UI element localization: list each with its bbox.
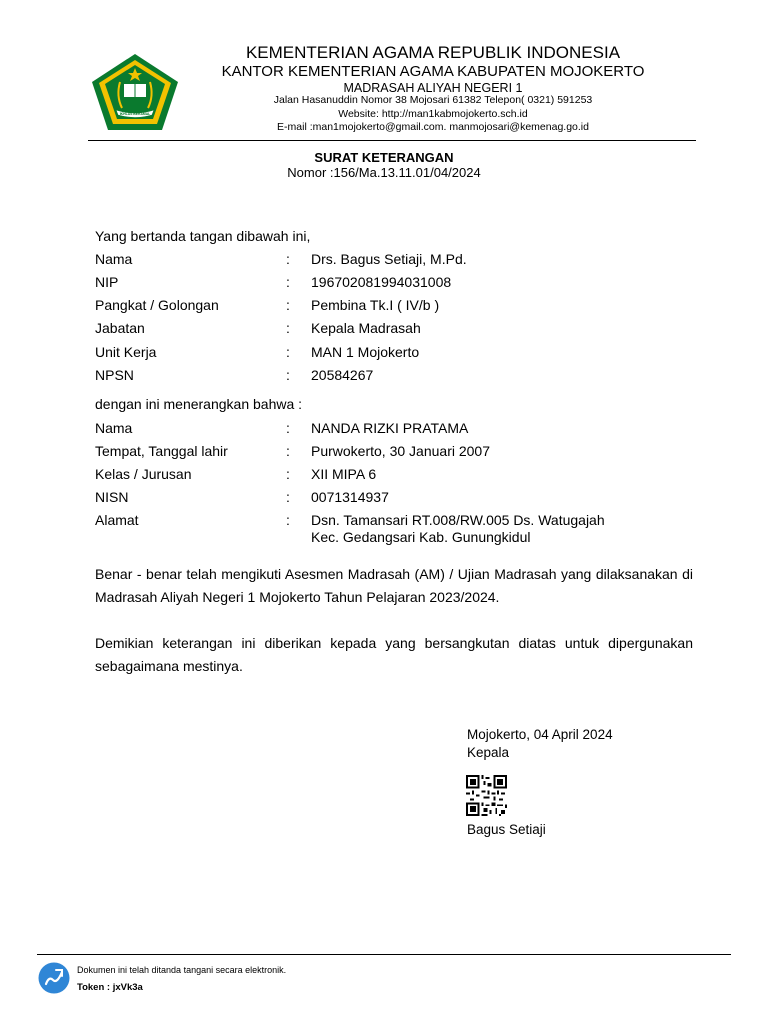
separator: :	[286, 274, 290, 290]
student-value: NANDA RIZKI PRATAMA	[311, 420, 469, 436]
statement-intro: dengan ini menerangkan bahwa :	[95, 396, 303, 412]
signer-position: Kepala	[467, 745, 510, 760]
student-value: XII MIPA 6	[311, 466, 377, 482]
separator: :	[286, 466, 290, 482]
signer-label: Unit Kerja	[95, 344, 157, 360]
token-text: Token : jxVk3a	[77, 982, 143, 993]
statement-paragraph: Benar - benar telah mengikuti Asesmen Madrasah (AM) / Ujian Madrasah yang dilaksanakan di Madrasah Aliyah Negeri 1 Mojokerto Tahun Pelajaran 2023/2024.	[95, 566, 693, 605]
signer-label: NPSN	[95, 367, 134, 383]
school-email: E-mail :man1mojokerto@gmail.com. manmojosari@kemenag.go.id	[277, 121, 589, 133]
separator: :	[286, 251, 290, 267]
signer-value: Pembina Tk.I ( IV/b )	[311, 297, 440, 313]
qr-code-signature	[466, 775, 507, 816]
closing-paragraph: Demikian keterangan ini diberikan kepada yang bersangkutan diatas untuk dipergunakan sebagaimana mestinya.	[95, 635, 693, 674]
signer-value: 20584267	[311, 367, 374, 383]
e-signature-note: Dokumen ini telah ditanda tangani secara elektronik.	[77, 965, 287, 975]
student-address-line2: Kec. Gedangsari Kab. Gunungkidul	[311, 529, 531, 545]
separator: :	[286, 489, 290, 505]
separator: :	[286, 443, 290, 459]
separator: :	[286, 320, 290, 336]
signer-label: Pangkat / Golongan	[95, 297, 219, 313]
student-label: Alamat	[95, 512, 139, 528]
student-value: 0071314937	[311, 489, 389, 505]
intro-text: Yang bertanda tangan dibawah ini,	[95, 228, 311, 244]
signer-value: Drs. Bagus Setiaji, M.Pd.	[311, 251, 467, 267]
student-value: Purwokerto, 30 Januari 2007	[311, 443, 490, 459]
school-address: Jalan Hasanuddin Nomor 38 Mojosari 61382 Telepon( 0321) 591253	[273, 94, 593, 106]
letter-number: Nomor :156/Ma.13.11.01/04/2024	[287, 165, 481, 180]
student-label: Nama	[95, 420, 133, 436]
place-date: Mojokerto, 04 April 2024	[467, 727, 613, 742]
signer-label: NIP	[95, 274, 119, 290]
office-title: KANTOR KEMENTERIAN AGAMA KABUPATEN MOJOKERTO	[221, 63, 645, 80]
separator: :	[286, 512, 290, 528]
school-website: Website: http://man1kabmojokerto.sch.id	[338, 108, 528, 120]
student-label: Kelas / Jurusan	[95, 466, 192, 482]
signer-label: Nama	[95, 251, 133, 267]
letter-title: SURAT KETERANGAN	[314, 150, 454, 165]
signer-label: Jabatan	[95, 320, 145, 336]
student-label: Tempat, Tanggal lahir	[95, 443, 228, 459]
signer-value: Kepala Madrasah	[311, 320, 421, 336]
pen-signature-icon	[38, 962, 70, 994]
separator: :	[286, 420, 290, 436]
student-label: NISN	[95, 489, 129, 505]
separator: :	[286, 367, 290, 383]
header-divider	[88, 140, 696, 141]
footer-divider	[37, 954, 731, 955]
school-title: MADRASAH ALIYAH NEGERI 1	[343, 81, 523, 95]
signer-name: Bagus Setiaji	[467, 822, 546, 837]
student-address-line1: Dsn. Tamansari RT.008/RW.005 Ds. Watugajah	[311, 512, 605, 528]
separator: :	[286, 297, 290, 313]
svg-text:IKHLAS BERAMAL: IKHLAS BERAMAL	[119, 112, 151, 116]
ministry-title: KEMENTERIAN AGAMA REPUBLIK INDONESIA	[245, 43, 621, 62]
kemenag-logo	[90, 52, 180, 132]
signer-value: MAN 1 Mojokerto	[311, 344, 420, 360]
signer-value: 196702081994031008	[311, 274, 452, 290]
separator: :	[286, 344, 290, 360]
